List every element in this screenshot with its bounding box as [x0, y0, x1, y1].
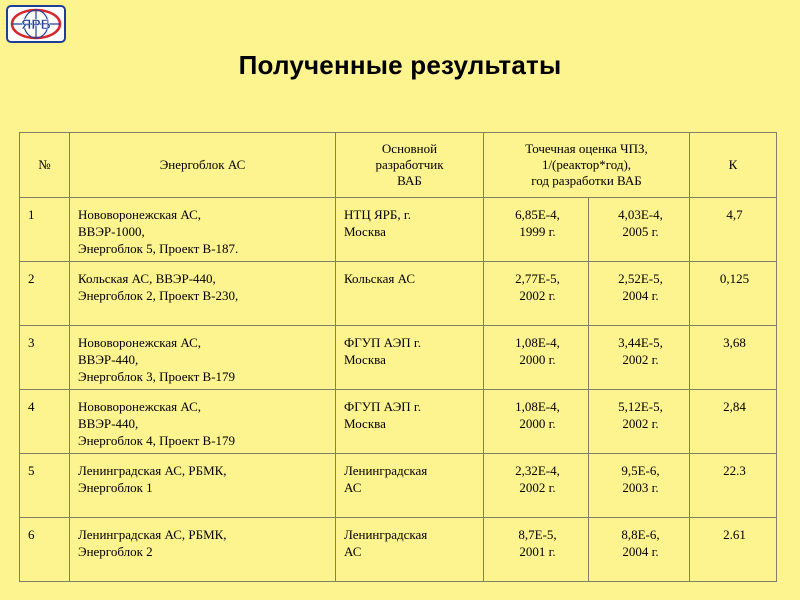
cell-number: 6: [20, 518, 70, 582]
cell-k: 2,84: [690, 390, 777, 454]
header-unit: Энергоблок АС: [70, 133, 336, 198]
table-row: [20, 390, 777, 454]
yarb-logo: [6, 5, 66, 43]
cell-k: 0,125: [690, 262, 777, 326]
header-developer: Основной разработчик ВАБ: [336, 133, 484, 198]
cell-unit: Нововоронежская АС, ВВЭР-1000, Энергоблок 5, Проект В-187.: [70, 198, 336, 262]
cell-developer: Ленинградская АС: [336, 518, 484, 582]
cell-estimate-first: 2,77Е-5, 2002 г.: [484, 262, 589, 326]
results-table: [19, 132, 777, 582]
cell-estimate-second: 4,03Е-4, 2005 г.: [589, 198, 690, 262]
cell-k: 22.3: [690, 454, 777, 518]
cell-estimate-second: 9,5Е-6, 2003 г.: [589, 454, 690, 518]
cell-number: 3: [20, 326, 70, 390]
table-row: [20, 198, 777, 262]
header-k: К: [690, 133, 777, 198]
cell-estimate-second: 8,8Е-6, 2004 г.: [589, 518, 690, 582]
cell-k: 2.61: [690, 518, 777, 582]
table-row: [20, 262, 777, 326]
cell-number: 2: [20, 262, 70, 326]
cell-number: 1: [20, 198, 70, 262]
cell-number: 4: [20, 390, 70, 454]
header-estimate: Точечная оценка ЧПЗ, 1/(реактор*год), год разработки ВАБ: [484, 133, 690, 198]
cell-unit: Кольская АС, ВВЭР-440, Энергоблок 2, Проект В-230,: [70, 262, 336, 326]
cell-k: 3,68: [690, 326, 777, 390]
page-title: Полученные результаты: [238, 50, 562, 80]
cell-developer: ФГУП АЭП г. Москва: [336, 326, 484, 390]
cell-estimate-second: 2,52Е-5, 2004 г.: [589, 262, 690, 326]
cell-estimate-second: 3,44Е-5, 2002 г.: [589, 326, 690, 390]
cell-number: 5: [20, 454, 70, 518]
cell-unit: Ленинградская АС, РБМК, Энергоблок 2: [70, 518, 336, 582]
cell-estimate-second: 5,12Е-5, 2002 г.: [589, 390, 690, 454]
cell-developer: Кольская АС: [336, 262, 484, 326]
cell-unit: Нововоронежская АС, ВВЭР-440, Энергоблок 3, Проект В-179: [70, 326, 336, 390]
table-row: [20, 454, 777, 518]
cell-estimate-first: 1,08Е-4, 2000 г.: [484, 390, 589, 454]
yarb-globe-icon: [6, 5, 66, 43]
cell-k: 4,7: [690, 198, 777, 262]
table-row: [20, 518, 777, 582]
cell-developer: Ленинградская АС: [336, 454, 484, 518]
logo-text: ЯРБ: [21, 16, 51, 32]
cell-estimate-first: 8,7Е-5, 2001 г.: [484, 518, 589, 582]
cell-developer: ФГУП АЭП г. Москва: [336, 390, 484, 454]
cell-unit: Ленинградская АС, РБМК, Энергоблок 1: [70, 454, 336, 518]
cell-estimate-first: 1,08Е-4, 2000 г.: [484, 326, 589, 390]
cell-developer: НТЦ ЯРБ, г. Москва: [336, 198, 484, 262]
cell-unit: Нововоронежская АС, ВВЭР-440, Энергоблок 4, Проект В-179: [70, 390, 336, 454]
cell-estimate-first: 2,32Е-4, 2002 г.: [484, 454, 589, 518]
table-row: [20, 326, 777, 390]
header-number: №: [20, 133, 70, 198]
cell-estimate-first: 6,85Е-4, 1999 г.: [484, 198, 589, 262]
table-header-row: [20, 133, 777, 198]
